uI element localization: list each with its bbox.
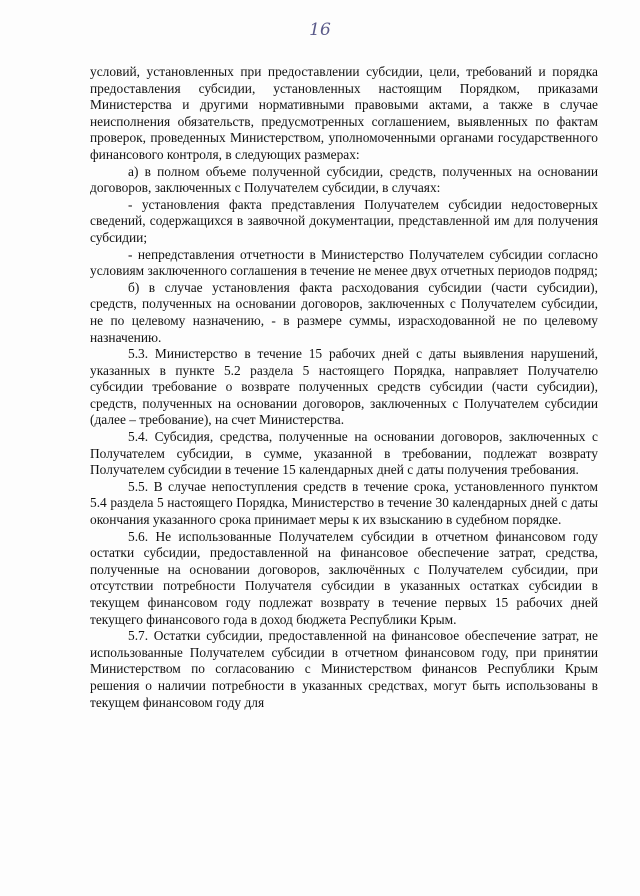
paragraph-5-6: 5.6. Не использованные Получателем субсидии в отчетном финансовом году остатки субсидии, предоставленной на финансовое обеспечение затрат, средства, полученные на основании договоров, заключённых с Получателем субсидии, при отсутствии потребности Получателя субсидии в указанных остатках субсидии в текущем финансовом году подлежат возврату в течение первых 15 рабочих дней текущего финансового года в доход бюджета Республики Крым. [90,528,598,627]
paragraph-item-a: а) в полном объеме полученной субсидии, средств, полученных на основании договоров, заключенных с Получателем субсидии, в случаях: [90,163,598,196]
paragraph-item-a-dash-2: - непредставления отчетности в Министерство Получателем субсидии согласно условиям заключенного соглашения в течение не менее двух отчетных периодов подряд; [90,246,598,279]
paragraph-5-3: 5.3. Министерство в течение 15 рабочих дней с даты выявления нарушений, указанных в пункте 5.2 раздела 5 настоящего Порядка, направляет Получателю субсидии требование о возврате полученных средств субсидии (части субсидии), средств, полученных на основании договоров, заключенных с Получателем субсидии (далее – требование), на счет Министерства. [90,346,598,428]
page-number: 16 [309,20,331,40]
paragraph-5-7: 5.7. Остатки субсидии, предоставленной на финансовое обеспечение затрат, не использованные Получателем субсидии в отчетном финансовом году, при принятии Министерством по согласованию с Министерством финансов Республики Крым решения о наличии потребности в указанных средствах, могут быть использованы в текущем финансовом году для [90,628,598,710]
paragraph-item-a-dash-1: - установления факта представления Получателем субсидии недостоверных сведений, содержащихся в заявочной документации, представленной им для получения субсидии; [90,196,598,245]
paragraph-5-4: 5.4. Субсидия, средства, полученные на основании договоров, заключенных с Получателем субсидии, в сумме, указанной в требовании, подлежат возврату Получателем субсидии в течение 15 календарных дней с даты получения требования. [90,429,598,478]
paragraph-continuation: условий, установленных при предоставлении субсидии, цели, требований и порядка предоставления субсидии, установленных настоящим Порядком, приказами Министерства и другими нормативными правовыми актами, а также в случае неисполнения обязательств, предусмотренных соглашением, выявленных по фактам проверок, проведенных Министерством, уполномоченными органами государственного финансового контроля, в следующих размерах: [90,64,598,162]
document-body [90,64,598,711]
paragraph-5-5: 5.5. В случае непоступления средств в течение срока, установленного пунктом 5.4 раздела 5 настоящего Порядка, Министерство в течение 30 календарных дней с даты окончания указанного срока принимает меры к их взысканию в судебном порядке. [90,478,598,528]
paragraph-item-b: б) в случае установления факта расходования субсидии (части субсидии), средств, полученных на основании договоров, заключенных с Получателем субсидии, не по целевому назначению, - в размере суммы, израсходованной не по целевому назначению. [90,279,598,345]
